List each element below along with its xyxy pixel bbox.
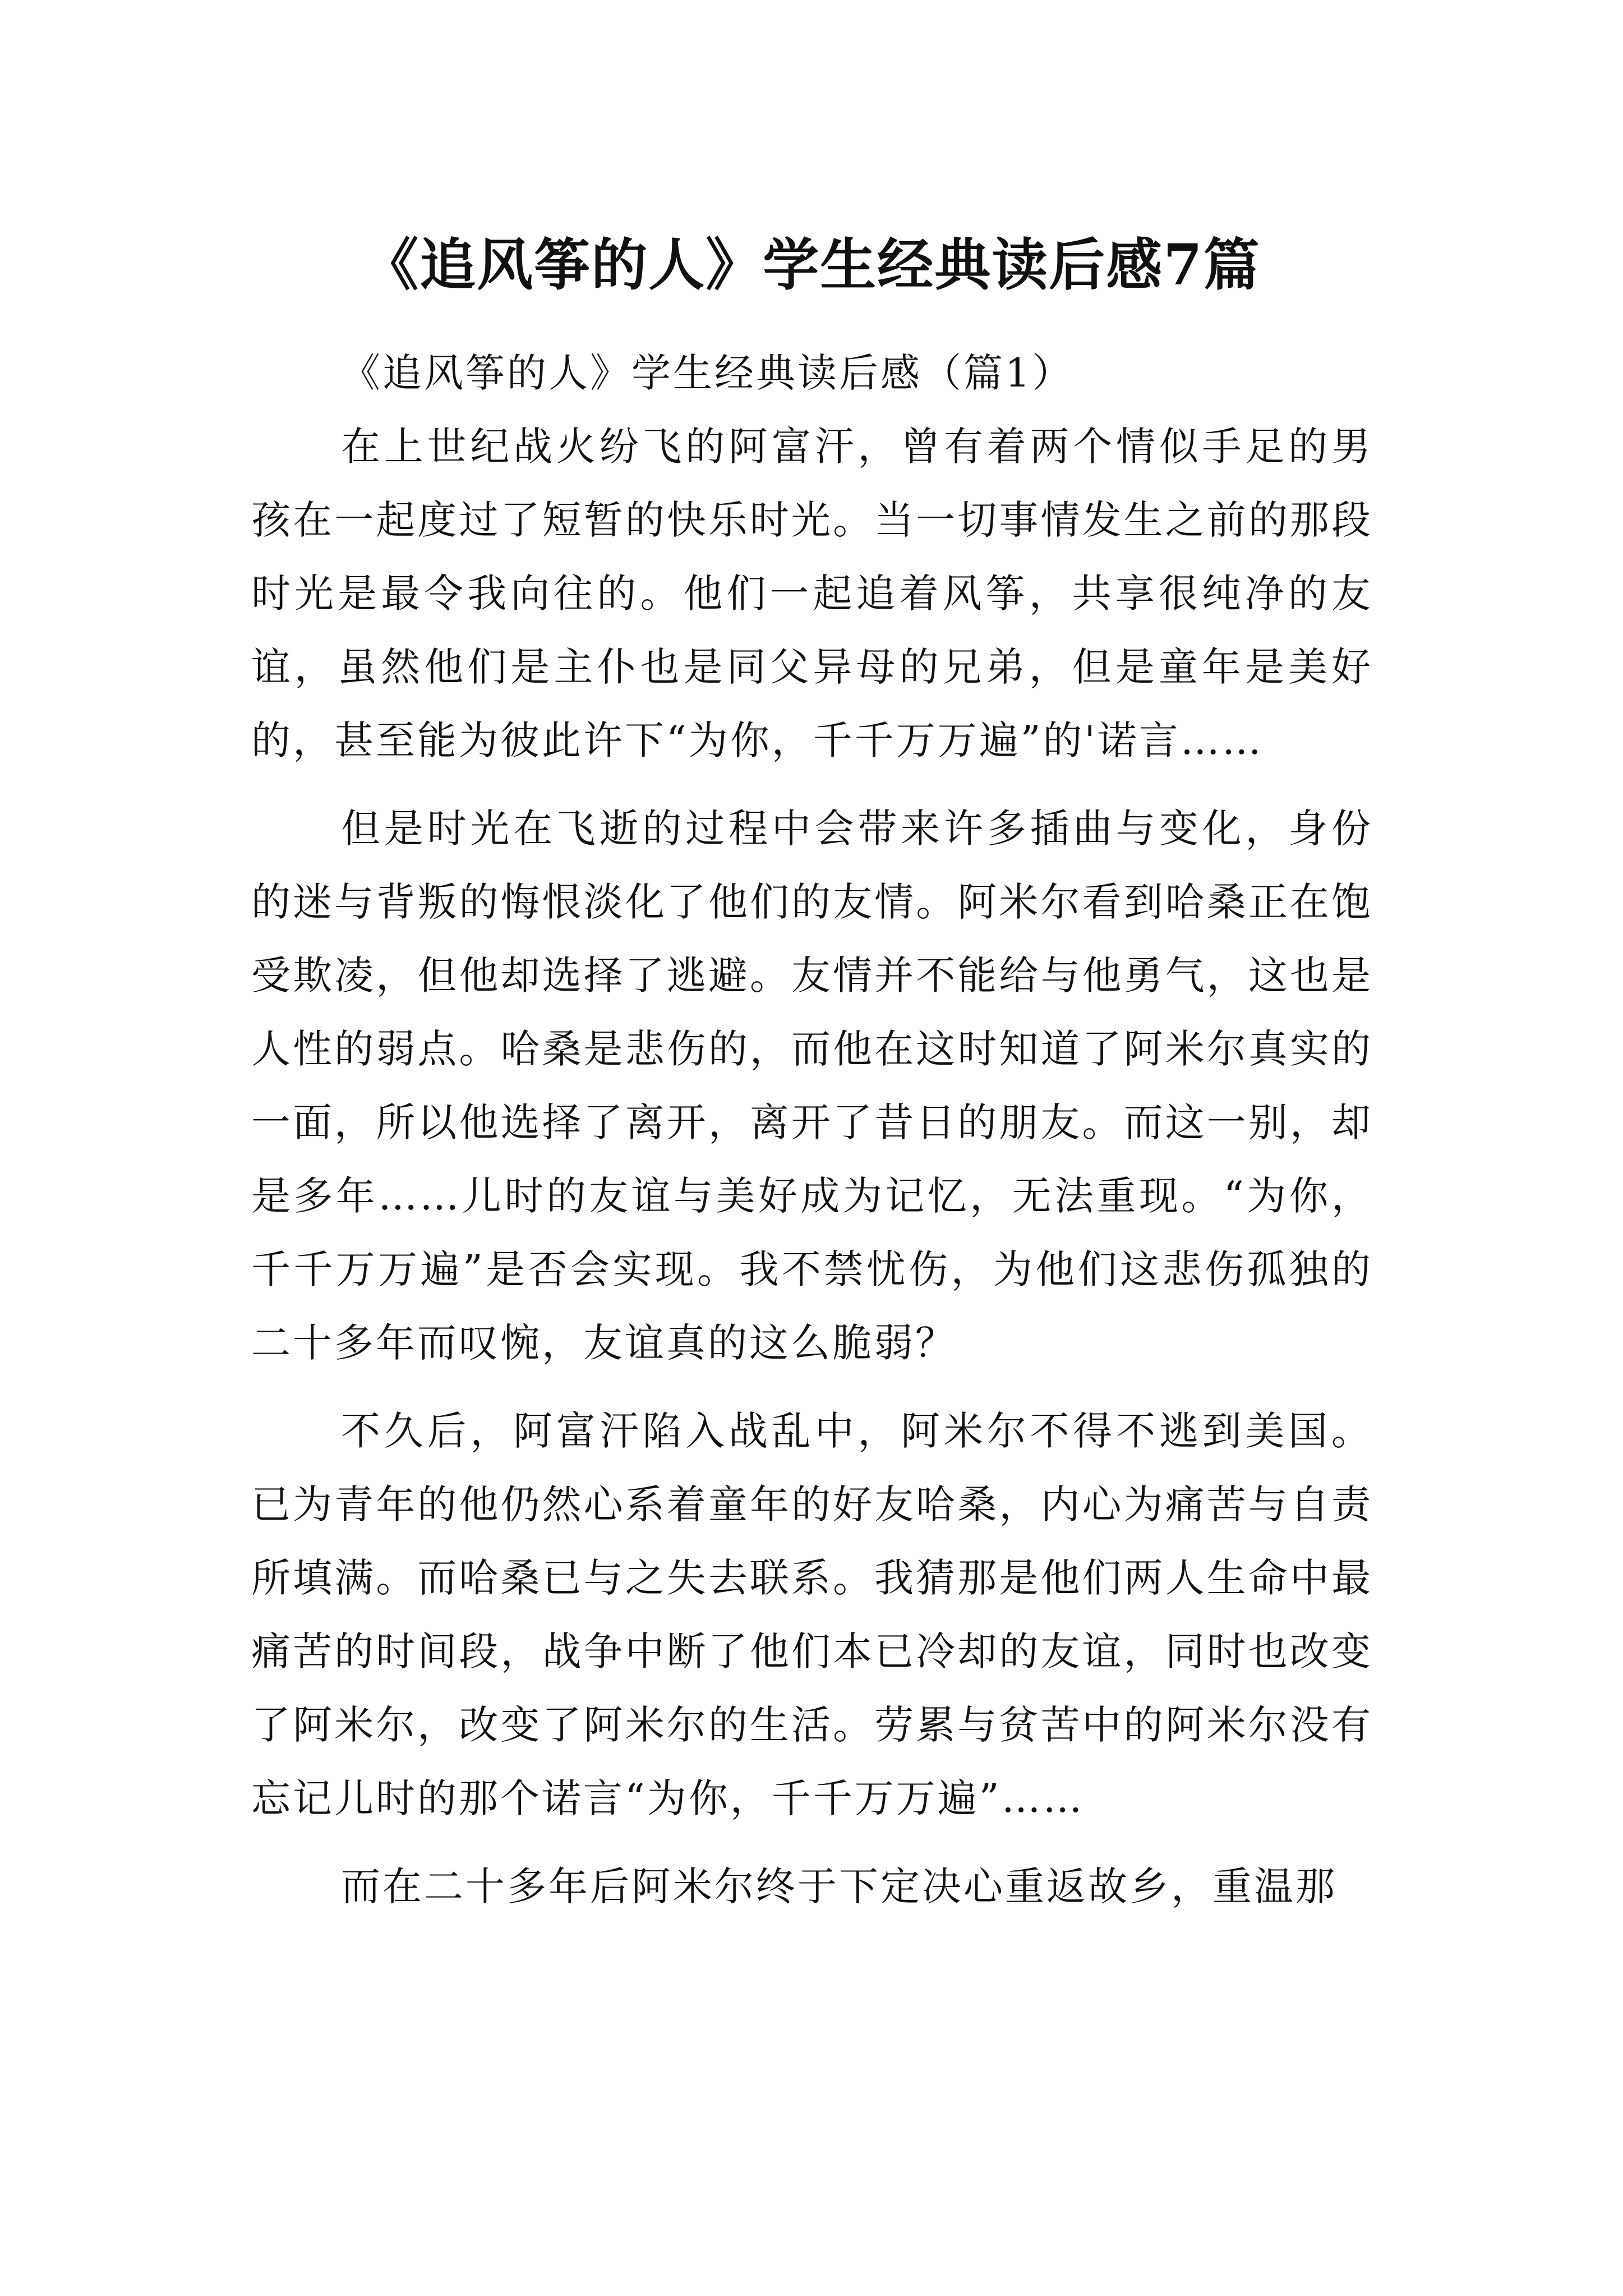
body-paragraph: 而在二十多年后阿米尔终于下定决心重返故乡，重温那 <box>341 1864 1337 1910</box>
document-title: 《追风筝的人》学生经典读后感7篇 <box>362 232 1261 298</box>
section-heading: 《追风筝的人》学生经典读后感（篇1） <box>341 350 1074 396</box>
body-paragraph: 在上世纪战火纷飞的阿富汗，曾有着两个情似手足的男孩在一起度过了短暂的快乐时光。当一切事情发生之前的那段时光是最令我向往的。他们一起追着风筝，共享很纯净的友谊，虽然他们是主仆也是同父异母的兄弟，但是童年是美好的，甚至能为彼此许下“为你，千千万万遍”的'诺言…… <box>251 424 1373 763</box>
body-paragraph: 不久后，阿富汗陷入战乱中，阿米尔不得不逃到美国。已为青年的他仍然心系着童年的好友哈桑，内心为痛苦与自责所填满。而哈桑已与之失去联系。我猜那是他们两人生命中最痛苦的时间段，战争中断了他们本已冷却的友谊，同时也改变了阿米尔，改变了阿米尔的生活。劳累与贫苦中的阿米尔没有忘记儿时的那个诺言“为你，千千万万遍”…… <box>251 1408 1373 1821</box>
body-paragraph: 但是时光在飞逝的过程中会带来许多插曲与变化，身份的迷与背叛的悔恨淡化了他们的友情。阿米尔看到哈桑正在饱受欺凌，但他却选择了逃避。友情并不能给与他勇气，这也是人性的弱点。哈桑是悲伤的，而他在这时知道了阿米尔真实的一面，所以他选择了离开，离开了昔日的朋友。而这一别，却是多年……儿时的友谊与美好成为记忆，无法重现。“为你，千千万万遍”是否会实现。我不禁忧伤，为他们这悲伤孤独的二十多年而叹惋，友谊真的这么脆弱？ <box>251 806 1373 1366</box>
document-body <box>251 337 1373 1924</box>
